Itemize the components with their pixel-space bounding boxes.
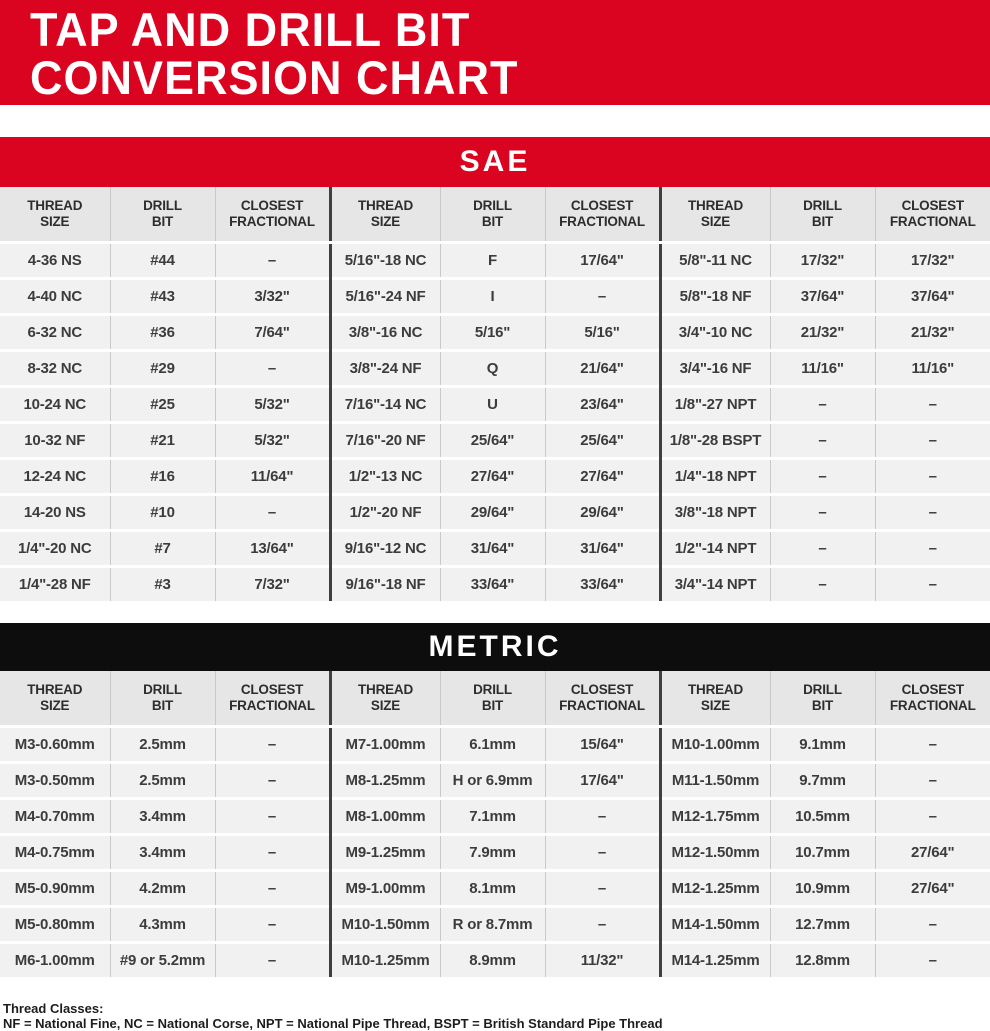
- drill-bit-cell: 3.4mm: [110, 799, 215, 835]
- closest-fractional-cell: –: [875, 459, 990, 495]
- closest-fractional-cell: –: [875, 943, 990, 978]
- column-header: CLOSEST FRACTIONAL: [875, 671, 990, 727]
- closest-fractional-cell: –: [215, 243, 330, 279]
- thread-classes-note: [0, 1001, 990, 1031]
- thread-size-cell: M5-0.80mm: [0, 907, 110, 943]
- thread-size-cell: M7-1.00mm: [330, 727, 440, 763]
- closest-fractional-cell: –: [545, 279, 660, 315]
- closest-fractional-cell: 13/64": [215, 531, 330, 567]
- drill-bit-cell: –: [770, 567, 875, 602]
- table-row: [0, 315, 990, 351]
- thread-size-cell: 9/16"-18 NF: [330, 567, 440, 602]
- closest-fractional-cell: 17/32": [875, 243, 990, 279]
- drill-bit-cell: 10.7mm: [770, 835, 875, 871]
- sae-section-label: SAE: [459, 145, 531, 178]
- thread-size-cell: M12-1.25mm: [660, 871, 770, 907]
- closest-fractional-cell: 17/64": [545, 763, 660, 799]
- thread-size-cell: M9-1.00mm: [330, 871, 440, 907]
- table-row: [0, 423, 990, 459]
- closest-fractional-cell: –: [875, 763, 990, 799]
- closest-fractional-cell: –: [875, 387, 990, 423]
- closest-fractional-cell: –: [215, 351, 330, 387]
- table-row: [0, 279, 990, 315]
- table-row: [0, 907, 990, 943]
- closest-fractional-cell: –: [215, 727, 330, 763]
- column-header-row: [0, 671, 990, 727]
- thread-size-cell: 3/8"-16 NC: [330, 315, 440, 351]
- thread-size-cell: 3/8"-18 NPT: [660, 495, 770, 531]
- thread-size-cell: M10-1.25mm: [330, 943, 440, 978]
- drill-bit-cell: 2.5mm: [110, 763, 215, 799]
- closest-fractional-cell: 5/16": [545, 315, 660, 351]
- closest-fractional-cell: 11/32": [545, 943, 660, 978]
- closest-fractional-cell: 27/64": [875, 871, 990, 907]
- column-header: THREAD SIZE: [660, 187, 770, 243]
- thread-size-cell: 8-32 NC: [0, 351, 110, 387]
- thread-size-cell: 5/16"-24 NF: [330, 279, 440, 315]
- table-row: [0, 763, 990, 799]
- drill-bit-cell: 29/64": [440, 495, 545, 531]
- title-banner: [0, 0, 990, 105]
- closest-fractional-cell: 17/64": [545, 243, 660, 279]
- closest-fractional-cell: –: [215, 495, 330, 531]
- closest-fractional-cell: 25/64": [545, 423, 660, 459]
- drill-bit-cell: #3: [110, 567, 215, 602]
- closest-fractional-cell: –: [875, 495, 990, 531]
- closest-fractional-cell: 7/32": [215, 567, 330, 602]
- closest-fractional-cell: 21/32": [875, 315, 990, 351]
- closest-fractional-cell: –: [215, 763, 330, 799]
- thread-size-cell: M8-1.00mm: [330, 799, 440, 835]
- table-row: [0, 495, 990, 531]
- drill-bit-cell: 33/64": [440, 567, 545, 602]
- closest-fractional-cell: –: [545, 799, 660, 835]
- thread-size-cell: 1/8"-28 BSPT: [660, 423, 770, 459]
- closest-fractional-cell: 31/64": [545, 531, 660, 567]
- drill-bit-cell: 8.1mm: [440, 871, 545, 907]
- column-header: THREAD SIZE: [330, 187, 440, 243]
- thread-size-cell: 3/4"-14 NPT: [660, 567, 770, 602]
- column-header-row: [0, 187, 990, 243]
- thread-size-cell: 12-24 NC: [0, 459, 110, 495]
- thread-size-cell: 10-32 NF: [0, 423, 110, 459]
- drill-bit-cell: #36: [110, 315, 215, 351]
- drill-bit-cell: 12.8mm: [770, 943, 875, 978]
- closest-fractional-cell: –: [875, 907, 990, 943]
- table-row: [0, 871, 990, 907]
- closest-fractional-cell: –: [875, 531, 990, 567]
- column-header: DRILL BIT: [440, 671, 545, 727]
- drill-bit-cell: 5/16": [440, 315, 545, 351]
- thread-size-cell: 1/4"-18 NPT: [660, 459, 770, 495]
- thread-size-cell: M3-0.50mm: [0, 763, 110, 799]
- drill-bit-cell: 17/32": [770, 243, 875, 279]
- drill-bit-cell: 12.7mm: [770, 907, 875, 943]
- drill-bit-cell: #44: [110, 243, 215, 279]
- drill-bit-cell: R or 8.7mm: [440, 907, 545, 943]
- drill-bit-cell: 6.1mm: [440, 727, 545, 763]
- closest-fractional-cell: 29/64": [545, 495, 660, 531]
- closest-fractional-cell: –: [875, 799, 990, 835]
- spacer: [0, 601, 990, 623]
- spacer: [0, 105, 990, 137]
- drill-bit-cell: #16: [110, 459, 215, 495]
- column-header: DRILL BIT: [110, 187, 215, 243]
- closest-fractional-cell: –: [215, 799, 330, 835]
- column-header: CLOSEST FRACTIONAL: [545, 187, 660, 243]
- thread-size-cell: 7/16"-20 NF: [330, 423, 440, 459]
- drill-bit-cell: I: [440, 279, 545, 315]
- drill-bit-cell: 25/64": [440, 423, 545, 459]
- drill-bit-cell: 10.5mm: [770, 799, 875, 835]
- closest-fractional-cell: 5/32": [215, 423, 330, 459]
- thread-size-cell: 3/4"-16 NF: [660, 351, 770, 387]
- metric-section-label: METRIC: [428, 630, 562, 663]
- drill-bit-cell: 4.3mm: [110, 907, 215, 943]
- thread-size-cell: 10-24 NC: [0, 387, 110, 423]
- closest-fractional-cell: –: [545, 835, 660, 871]
- closest-fractional-cell: –: [875, 423, 990, 459]
- title-line-2: CONVERSION CHART: [30, 50, 519, 104]
- drill-bit-cell: 21/32": [770, 315, 875, 351]
- metric-table: [0, 671, 990, 977]
- sae-section-header: [0, 137, 990, 187]
- thread-size-cell: 1/4"-20 NC: [0, 531, 110, 567]
- closest-fractional-cell: 37/64": [875, 279, 990, 315]
- drill-bit-cell: 11/16": [770, 351, 875, 387]
- column-header: CLOSEST FRACTIONAL: [875, 187, 990, 243]
- drill-bit-cell: 27/64": [440, 459, 545, 495]
- thread-size-cell: 1/8"-27 NPT: [660, 387, 770, 423]
- sae-table: [0, 187, 990, 601]
- closest-fractional-cell: 11/64": [215, 459, 330, 495]
- closest-fractional-cell: 23/64": [545, 387, 660, 423]
- table-row: [0, 943, 990, 978]
- thread-classes-heading: Thread Classes:: [3, 1001, 104, 1016]
- thread-size-cell: M14-1.25mm: [660, 943, 770, 978]
- closest-fractional-cell: 15/64": [545, 727, 660, 763]
- thread-size-cell: 4-36 NS: [0, 243, 110, 279]
- thread-size-cell: 14-20 NS: [0, 495, 110, 531]
- column-header: DRILL BIT: [440, 187, 545, 243]
- column-header: CLOSEST FRACTIONAL: [215, 671, 330, 727]
- drill-bit-cell: #29: [110, 351, 215, 387]
- drill-bit-cell: #7: [110, 531, 215, 567]
- thread-size-cell: M4-0.70mm: [0, 799, 110, 835]
- thread-classes-text: NF = National Fine, NC = National Corse, NPT = National Pipe Thread, BSPT = British Standard Pipe Thread: [3, 1016, 663, 1031]
- closest-fractional-cell: –: [875, 567, 990, 602]
- drill-bit-cell: #25: [110, 387, 215, 423]
- drill-bit-cell: #9 or 5.2mm: [110, 943, 215, 978]
- drill-bit-cell: #21: [110, 423, 215, 459]
- drill-bit-cell: 8.9mm: [440, 943, 545, 978]
- thread-size-cell: 6-32 NC: [0, 315, 110, 351]
- table-row: [0, 567, 990, 602]
- thread-size-cell: M11-1.50mm: [660, 763, 770, 799]
- sae-table-container: [0, 187, 990, 601]
- closest-fractional-cell: 3/32": [215, 279, 330, 315]
- thread-size-cell: M9-1.25mm: [330, 835, 440, 871]
- drill-bit-cell: 9.7mm: [770, 763, 875, 799]
- column-header: DRILL BIT: [110, 671, 215, 727]
- drill-bit-cell: 9.1mm: [770, 727, 875, 763]
- table-row: [0, 387, 990, 423]
- thread-size-cell: 1/4"-28 NF: [0, 567, 110, 602]
- drill-bit-cell: 4.2mm: [110, 871, 215, 907]
- thread-size-cell: M3-0.60mm: [0, 727, 110, 763]
- drill-bit-cell: 37/64": [770, 279, 875, 315]
- thread-size-cell: 4-40 NC: [0, 279, 110, 315]
- closest-fractional-cell: 33/64": [545, 567, 660, 602]
- drill-bit-cell: 7.1mm: [440, 799, 545, 835]
- drill-bit-cell: –: [770, 495, 875, 531]
- drill-bit-cell: F: [440, 243, 545, 279]
- table-row: [0, 243, 990, 279]
- drill-bit-cell: –: [770, 459, 875, 495]
- drill-bit-cell: –: [770, 423, 875, 459]
- thread-size-cell: M5-0.90mm: [0, 871, 110, 907]
- title-line-1: TAP AND DRILL BIT: [30, 2, 471, 57]
- closest-fractional-cell: –: [545, 907, 660, 943]
- closest-fractional-cell: –: [215, 943, 330, 978]
- thread-size-cell: 1/2"-13 NC: [330, 459, 440, 495]
- drill-bit-cell: 31/64": [440, 531, 545, 567]
- thread-size-cell: 1/2"-20 NF: [330, 495, 440, 531]
- column-header: CLOSEST FRACTIONAL: [215, 187, 330, 243]
- thread-size-cell: M10-1.50mm: [330, 907, 440, 943]
- drill-bit-cell: #43: [110, 279, 215, 315]
- table-row: [0, 835, 990, 871]
- drill-bit-cell: 7.9mm: [440, 835, 545, 871]
- thread-size-cell: 5/8"-11 NC: [660, 243, 770, 279]
- closest-fractional-cell: –: [545, 871, 660, 907]
- closest-fractional-cell: –: [215, 835, 330, 871]
- closest-fractional-cell: –: [215, 871, 330, 907]
- drill-bit-cell: U: [440, 387, 545, 423]
- closest-fractional-cell: –: [875, 727, 990, 763]
- closest-fractional-cell: 11/16": [875, 351, 990, 387]
- drill-bit-cell: #10: [110, 495, 215, 531]
- closest-fractional-cell: 21/64": [545, 351, 660, 387]
- metric-section-header: [0, 623, 990, 671]
- thread-size-cell: 3/4"-10 NC: [660, 315, 770, 351]
- table-row: [0, 351, 990, 387]
- thread-size-cell: 3/8"-24 NF: [330, 351, 440, 387]
- table-row: [0, 531, 990, 567]
- thread-size-cell: 1/2"-14 NPT: [660, 531, 770, 567]
- column-header: THREAD SIZE: [660, 671, 770, 727]
- closest-fractional-cell: 27/64": [875, 835, 990, 871]
- column-header: THREAD SIZE: [0, 187, 110, 243]
- table-row: [0, 799, 990, 835]
- thread-size-cell: M10-1.00mm: [660, 727, 770, 763]
- column-header: THREAD SIZE: [330, 671, 440, 727]
- thread-size-cell: M6-1.00mm: [0, 943, 110, 978]
- column-header: THREAD SIZE: [0, 671, 110, 727]
- thread-size-cell: M8-1.25mm: [330, 763, 440, 799]
- column-header: CLOSEST FRACTIONAL: [545, 671, 660, 727]
- table-row: [0, 459, 990, 495]
- thread-size-cell: 5/8"-18 NF: [660, 279, 770, 315]
- thread-size-cell: M14-1.50mm: [660, 907, 770, 943]
- drill-bit-cell: Q: [440, 351, 545, 387]
- closest-fractional-cell: 27/64": [545, 459, 660, 495]
- column-header: DRILL BIT: [770, 187, 875, 243]
- drill-bit-cell: H or 6.9mm: [440, 763, 545, 799]
- table-row: [0, 727, 990, 763]
- drill-bit-cell: –: [770, 531, 875, 567]
- thread-size-cell: 5/16"-18 NC: [330, 243, 440, 279]
- closest-fractional-cell: 5/32": [215, 387, 330, 423]
- drill-bit-cell: –: [770, 387, 875, 423]
- thread-size-cell: 9/16"-12 NC: [330, 531, 440, 567]
- thread-size-cell: 7/16"-14 NC: [330, 387, 440, 423]
- thread-size-cell: M12-1.50mm: [660, 835, 770, 871]
- metric-table-container: [0, 671, 990, 977]
- thread-size-cell: M12-1.75mm: [660, 799, 770, 835]
- drill-bit-cell: 3.4mm: [110, 835, 215, 871]
- thread-size-cell: M4-0.75mm: [0, 835, 110, 871]
- drill-bit-cell: 2.5mm: [110, 727, 215, 763]
- closest-fractional-cell: –: [215, 907, 330, 943]
- column-header: DRILL BIT: [770, 671, 875, 727]
- closest-fractional-cell: 7/64": [215, 315, 330, 351]
- drill-bit-cell: 10.9mm: [770, 871, 875, 907]
